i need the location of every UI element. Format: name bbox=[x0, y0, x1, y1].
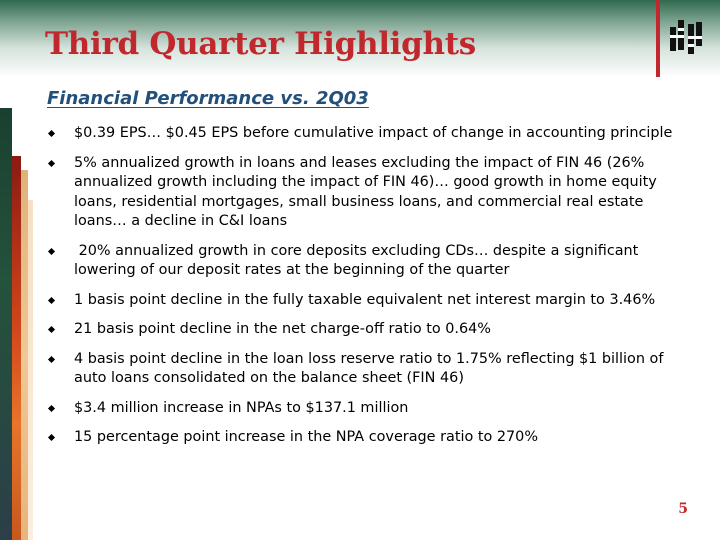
list-item-text: $3.4 million increase in NPAs to $137.1 million bbox=[74, 399, 409, 416]
side-bar-green bbox=[0, 108, 12, 540]
diamond-bullet-icon bbox=[48, 355, 55, 362]
list-item-text: 5% annualized growth in loans and leases excluding the impact of FIN 46 (26% annualized growth including the impact of FIN 46)… good growth in home equity loans, residential mortgages, small business loans, and commercial real estate loans… a decline in C&I loans bbox=[74, 154, 657, 229]
list-item bbox=[47, 399, 677, 419]
side-bar-cream bbox=[28, 200, 33, 540]
header-divider bbox=[656, 0, 660, 77]
diamond-bullet-icon bbox=[48, 434, 55, 441]
decorative-side-bars bbox=[0, 108, 40, 540]
list-item bbox=[47, 291, 677, 311]
list-item-text: $0.39 EPS… $0.45 EPS before cumulative impact of change in accounting principle bbox=[74, 125, 673, 141]
list-item bbox=[47, 428, 677, 448]
slide-title: Third Quarter Highlights bbox=[45, 26, 476, 62]
section-subtitle: Financial Performance vs. 2Q03 bbox=[47, 88, 369, 109]
company-logo-icon bbox=[668, 18, 704, 56]
list-item-text: 1 basis point decline in the fully taxable equivalent net interest margin to 3.46% bbox=[74, 291, 656, 308]
diamond-bullet-icon bbox=[48, 326, 55, 333]
list-item bbox=[47, 350, 677, 389]
diamond-bullet-icon bbox=[48, 159, 55, 166]
side-bar-tan bbox=[21, 170, 28, 540]
list-item-text: 21 basis point decline in the net charge-off ratio to 0.64% bbox=[74, 321, 491, 337]
list-item bbox=[47, 242, 677, 281]
list-item bbox=[47, 154, 677, 232]
highlights-list bbox=[47, 124, 677, 458]
side-bar-red bbox=[12, 156, 21, 540]
diamond-bullet-icon bbox=[48, 130, 55, 137]
list-item bbox=[47, 320, 677, 340]
list-item-text: 20% annualized growth in core deposits excluding CDs… despite a significant lowering of our deposit rates at the beginning of the quarter bbox=[74, 242, 643, 278]
list-item bbox=[47, 124, 677, 144]
diamond-bullet-icon bbox=[48, 404, 55, 411]
diamond-bullet-icon bbox=[48, 296, 55, 303]
diamond-bullet-icon bbox=[48, 247, 55, 254]
page-number: 5 bbox=[678, 501, 688, 517]
list-item-text: 15 percentage point increase in the NPA coverage ratio to 270% bbox=[74, 429, 539, 445]
list-item-text: 4 basis point decline in the loan loss reserve ratio to 1.75% reflecting $1 billion of auto loans consolidated on the balance sheet (FIN 46) bbox=[74, 350, 664, 386]
